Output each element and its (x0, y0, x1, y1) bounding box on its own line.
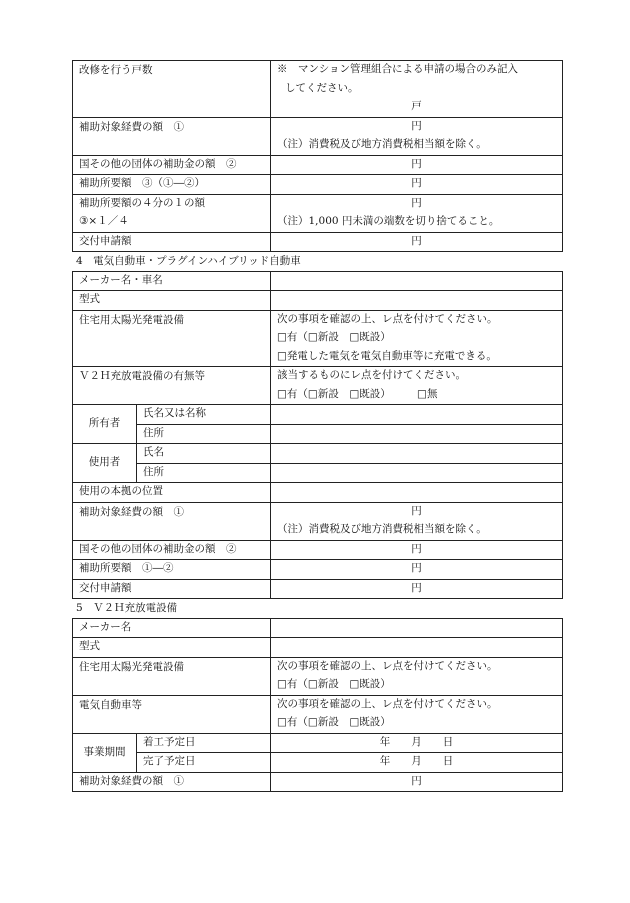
s5-end-date[interactable]: 年 月 日 (271, 753, 563, 773)
s4-apply-unit: 円 (271, 579, 563, 599)
quarter-unit: 円 (271, 194, 563, 213)
required-unit: 円 (271, 175, 563, 195)
s4-apply-label: 交付申請額 (73, 579, 271, 599)
quarter-note: （注）1,000 円未満の端数を切り捨てること。 (271, 213, 563, 232)
s5-start-label: 着工予定日 (137, 733, 271, 753)
cost-note: （注）消費税及び地方消費税相当額を除く。 (271, 136, 563, 155)
s4-location-value[interactable] (271, 483, 563, 503)
s4-owner-label: 所有者 (73, 405, 137, 444)
s5-maker-label: メーカー名 (73, 618, 271, 638)
s4-solar-line1: 次の事項を確認の上、レ点を付けてください。 (271, 310, 563, 329)
s4-user-address-value[interactable] (271, 463, 563, 483)
s4-user-address-label: 住所 (137, 463, 271, 483)
s4-solar-label: 住宅用太陽光発電設備 (73, 310, 271, 367)
s4-owner-address-value[interactable] (271, 424, 563, 444)
row-label-other-subsidy: 国その他の団体の補助金の額 ② (73, 155, 271, 175)
s4-maker-label: メーカー名・車名 (73, 271, 271, 291)
s5-solar-line2[interactable]: □有（□新設 □既設） (271, 676, 563, 695)
s4-model-value[interactable] (271, 291, 563, 311)
row-label-quarter-formula: ③×１／４ (73, 213, 271, 232)
s4-owner-name-value[interactable] (271, 405, 563, 425)
s4-user-label: 使用者 (73, 444, 137, 483)
section-4-table (72, 271, 563, 600)
s5-end-label: 完了予定日 (137, 753, 271, 773)
form-page (72, 60, 562, 792)
s4-location-label: 使用の本拠の位置 (73, 483, 271, 503)
s5-model-label: 型式 (73, 638, 271, 658)
units-note-line1: ※ マンション管理組合による申請の場合のみ記入 (271, 61, 563, 80)
subsidy-table-top (72, 60, 563, 252)
s5-solar-line1: 次の事項を確認の上、レ点を付けてください。 (271, 657, 563, 676)
row-label-units: 改修を行う戸数 (73, 61, 271, 118)
s5-ev-label: 電気自動車等 (73, 695, 271, 733)
section-5-title: 5 Ｖ２Ｈ充放電設備 (76, 602, 178, 614)
s5-ev-line1: 次の事項を確認の上、レ点を付けてください。 (271, 695, 563, 714)
row-label-quarter: 補助所要額の４分の１の額 (73, 194, 271, 213)
s4-maker-value[interactable] (271, 271, 563, 291)
row-label-required: 補助所要額 ③（①―②） (73, 175, 271, 195)
section-4-title: 4 電気自動車・プラグインハイブリッド自動車 (76, 255, 301, 267)
s5-cost-label: 補助対象経費の額 ① (73, 772, 271, 792)
s4-model-label: 型式 (73, 291, 271, 311)
units-unit: 戸 (271, 98, 563, 117)
s4-required-label: 補助所要額 ①―② (73, 560, 271, 580)
s4-user-name-value[interactable] (271, 444, 563, 464)
s5-maker-value[interactable] (271, 618, 563, 638)
s4-solar-line3[interactable]: □発電した電気を電気自動車等に充電できる。 (271, 348, 563, 367)
s5-cost-unit: 円 (271, 772, 563, 792)
s4-solar-line2[interactable]: □有（□新設 □既設） (271, 329, 563, 348)
s4-owner-name-label: 氏名又は名称 (137, 405, 271, 425)
s5-model-value[interactable] (271, 638, 563, 658)
s4-v2h-line2[interactable]: □有（□新設 □既設） □無 (271, 386, 563, 405)
s4-v2h-label: Ｖ２Ｈ充放電設備の有無等 (73, 367, 271, 405)
s4-user-name-label: 氏名 (137, 444, 271, 464)
other-subsidy-unit: 円 (271, 155, 563, 175)
s4-cost-note: （注）消費税及び地方消費税相当額を除く。 (271, 521, 563, 540)
s4-other-subsidy-unit: 円 (271, 540, 563, 560)
s4-other-subsidy-label: 国その他の団体の補助金の額 ② (73, 540, 271, 560)
s5-start-date[interactable]: 年 月 日 (271, 733, 563, 753)
s4-cost-label: 補助対象経費の額 ① (73, 502, 271, 540)
section-5-table (72, 618, 563, 793)
units-note-line2: してください。 (271, 80, 563, 99)
s5-ev-line2[interactable]: □有（□新設 □既設） (271, 714, 563, 733)
s5-solar-label: 住宅用太陽光発電設備 (73, 657, 271, 695)
s4-owner-address-label: 住所 (137, 424, 271, 444)
row-label-cost: 補助対象経費の額 ① (73, 117, 271, 155)
apply-unit: 円 (271, 232, 563, 252)
s4-v2h-line1: 該当するものにレ点を付けてください。 (271, 367, 563, 386)
row-label-apply: 交付申請額 (73, 232, 271, 252)
s4-cost-unit: 円 (271, 502, 563, 521)
s5-period-label: 事業期間 (73, 733, 137, 772)
s4-required-unit: 円 (271, 560, 563, 580)
cost-unit: 円 (271, 117, 563, 136)
